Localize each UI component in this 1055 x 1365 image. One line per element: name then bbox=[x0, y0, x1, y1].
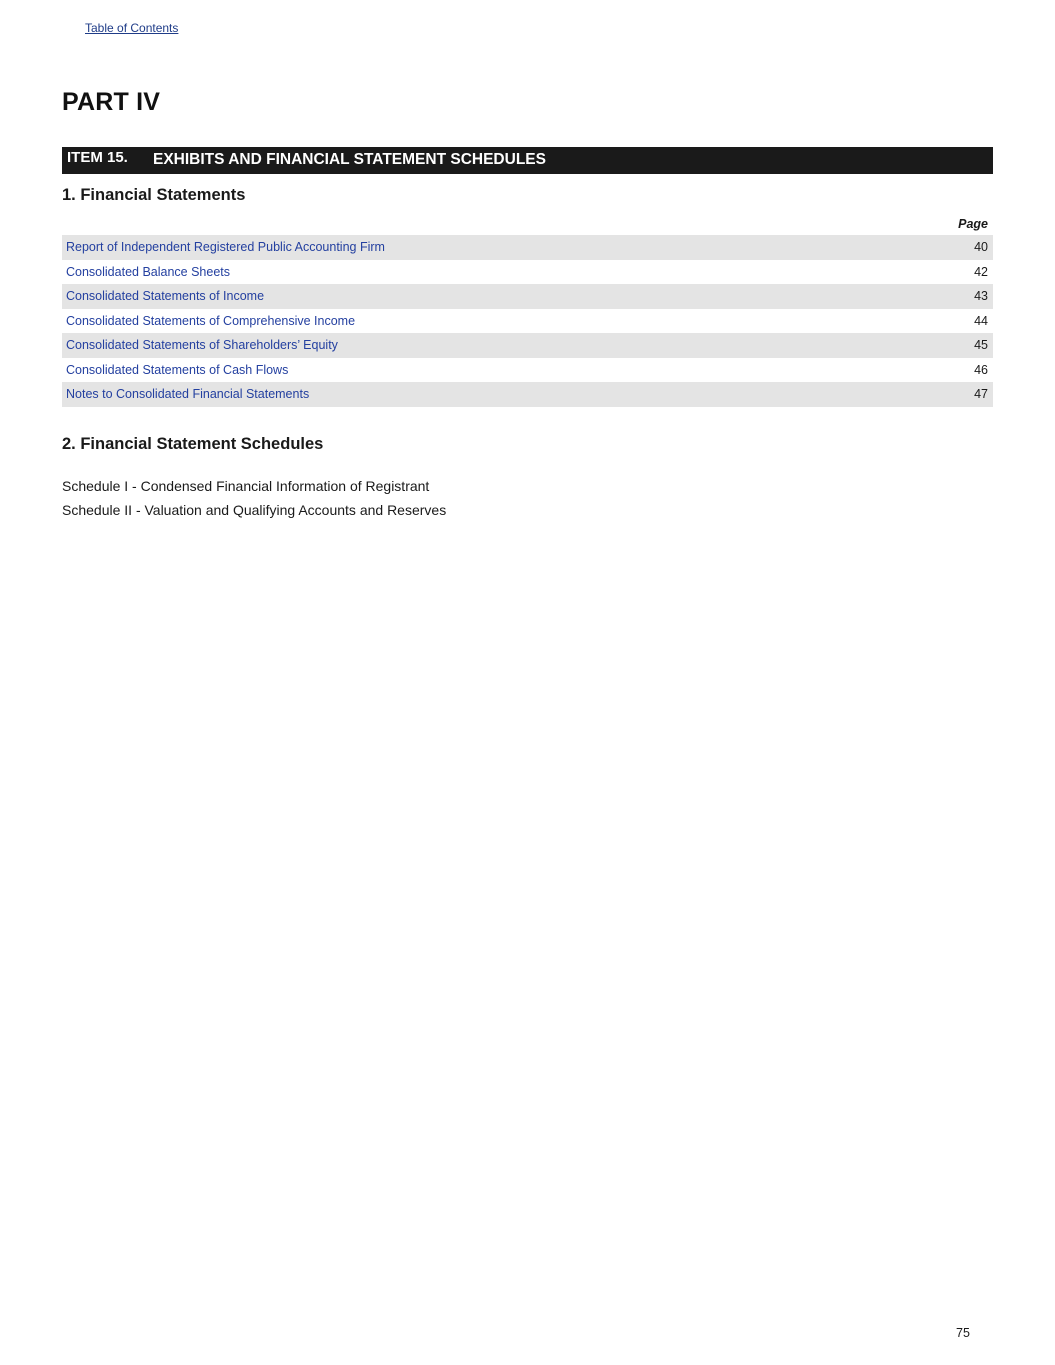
schedules-heading: 2. Financial Statement Schedules bbox=[62, 435, 324, 453]
schedule-item: Schedule I - Condensed Financial Information of Registrant bbox=[62, 478, 430, 494]
item-title: EXHIBITS AND FINANCIAL STATEMENT SCHEDULES bbox=[153, 151, 546, 168]
statement-page-number: 47 bbox=[974, 387, 988, 402]
part-title: PART IV bbox=[62, 88, 161, 116]
statement-page-number: 43 bbox=[974, 289, 988, 304]
financial-statements-heading: 1. Financial Statements bbox=[62, 186, 246, 204]
table-row bbox=[62, 235, 993, 260]
table-row bbox=[62, 260, 993, 285]
financial-statements-table bbox=[62, 235, 993, 407]
statement-page-number: 40 bbox=[974, 240, 988, 255]
table-row bbox=[62, 333, 993, 358]
table-row bbox=[62, 284, 993, 309]
table-of-contents-link[interactable]: Table of Contents bbox=[85, 21, 179, 35]
statement-link[interactable]: Consolidated Statements of Shareholders’ Equity bbox=[66, 338, 338, 353]
statement-page-number: 44 bbox=[974, 313, 988, 328]
table-row bbox=[62, 309, 993, 334]
schedule-item: Schedule II - Valuation and Qualifying Accounts and Reserves bbox=[62, 502, 447, 518]
statement-page-number: 42 bbox=[974, 264, 988, 279]
statement-page-number: 46 bbox=[974, 362, 988, 377]
statement-link[interactable]: Consolidated Balance Sheets bbox=[66, 264, 231, 279]
statement-link[interactable]: Consolidated Statements of Comprehensive Income bbox=[66, 313, 356, 328]
statement-link[interactable]: Consolidated Statements of Cash Flows bbox=[66, 362, 289, 377]
statement-link[interactable]: Consolidated Statements of Income bbox=[66, 289, 265, 304]
statement-link[interactable]: Report of Independent Registered Public Accounting Firm bbox=[66, 240, 385, 255]
item-header-bar bbox=[62, 147, 993, 174]
page-column-header: Page bbox=[958, 217, 988, 231]
schedules-list bbox=[62, 477, 446, 525]
table-row bbox=[62, 382, 993, 407]
page-number: 75 bbox=[956, 1326, 970, 1340]
item-number: ITEM 15. bbox=[67, 149, 128, 166]
statement-link[interactable]: Notes to Consolidated Financial Statements bbox=[66, 387, 310, 402]
statement-page-number: 45 bbox=[974, 338, 988, 353]
table-row bbox=[62, 358, 993, 383]
